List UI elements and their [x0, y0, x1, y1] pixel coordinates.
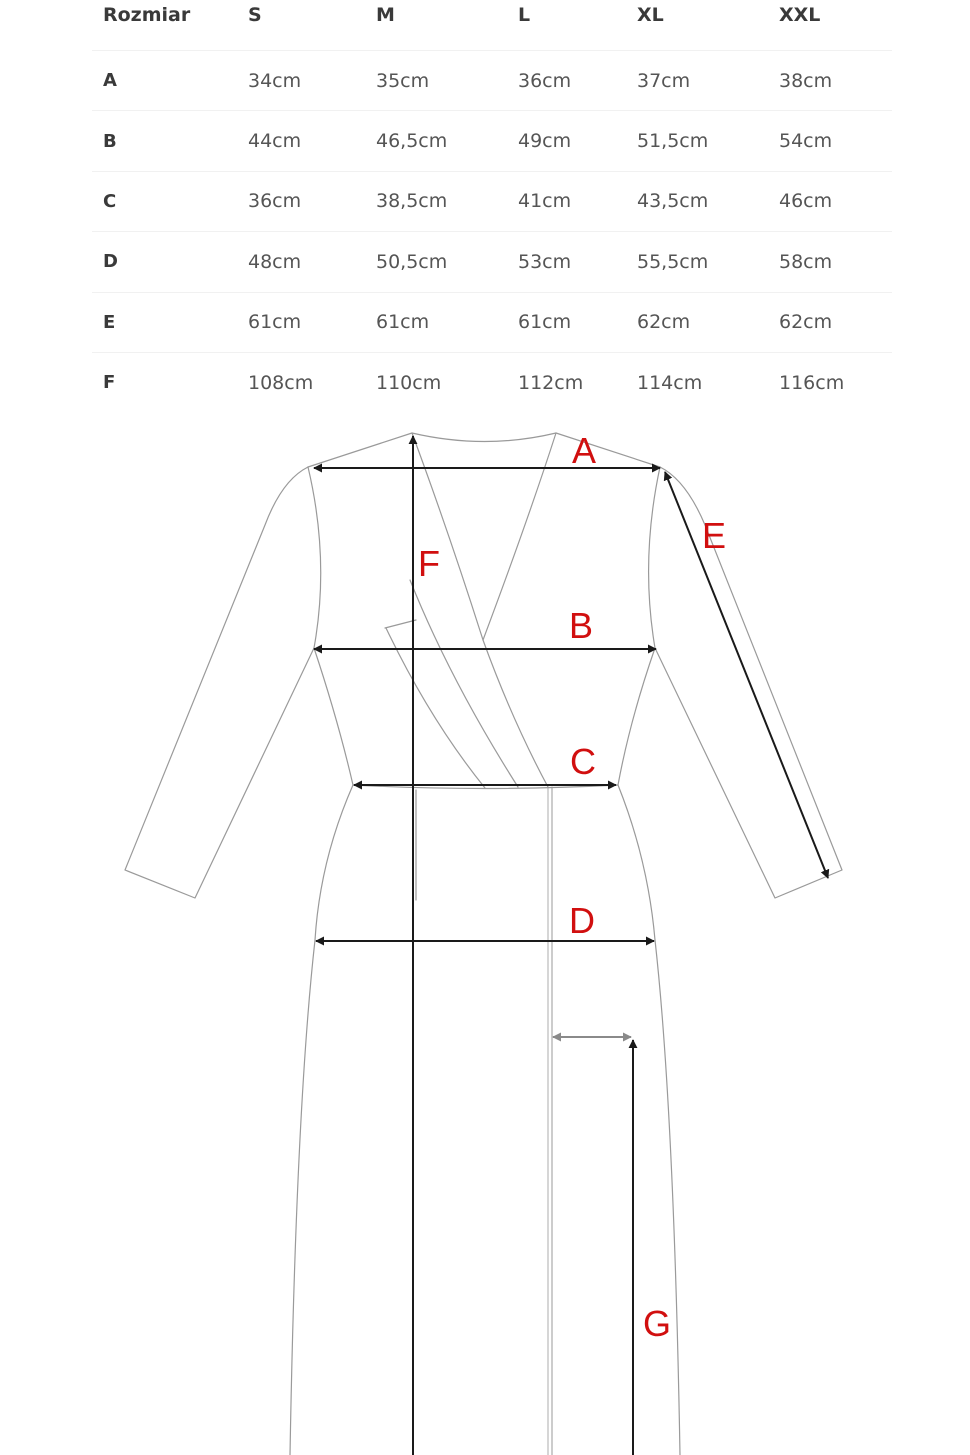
cell-d-xl: 55,5cm [637, 232, 779, 292]
jumpsuit-outline [125, 433, 842, 1455]
cell-d-xxl: 58cm [779, 232, 892, 292]
cell-a-xxl: 38cm [779, 51, 892, 111]
cell-b-m: 46,5cm [376, 111, 518, 171]
table-row [92, 171, 892, 231]
cell-e-s: 61cm [248, 292, 376, 352]
header-size-m: M [376, 0, 518, 51]
row-label-f: F [103, 372, 116, 394]
measurement-arrows [314, 436, 828, 1455]
table-row [92, 292, 892, 352]
table-row [92, 352, 892, 412]
cell-e-l: 61cm [518, 292, 637, 352]
cell-f-xl: 114cm [637, 371, 703, 394]
cell-b-s: 44cm [248, 111, 376, 171]
cell-c-xxl: 46cm [779, 171, 892, 231]
marker-b: B [569, 605, 594, 646]
cell-f-s: 108cm [248, 371, 314, 394]
cell-a-m: 35cm [376, 51, 518, 111]
cell-a-s: 34cm [248, 51, 376, 111]
cell-c-xl: 43,5cm [637, 171, 779, 231]
cell-c-m: 38,5cm [376, 171, 518, 231]
cell-d-m: 50,5cm [376, 232, 518, 292]
marker-d: D [569, 900, 595, 941]
cell-a-l: 36cm [518, 51, 637, 111]
cell-b-l: 49cm [518, 111, 637, 171]
cell-f-m: 110cm [376, 371, 442, 394]
table-row [92, 51, 892, 111]
marker-a: A [572, 430, 597, 471]
table-header-row [92, 0, 892, 51]
header-size-xl: XL [637, 0, 779, 51]
cell-c-l: 41cm [518, 171, 637, 231]
header-size-label: Rozmiar [92, 0, 248, 51]
cell-e-xxl: 62cm [779, 292, 892, 352]
cell-c-s: 36cm [248, 171, 376, 231]
table-row [92, 111, 892, 171]
marker-c: C [570, 741, 596, 782]
row-label-a: A [92, 51, 248, 111]
garment-diagram [0, 405, 970, 1455]
cell-a-xl: 37cm [637, 51, 779, 111]
cell-b-xxl: 54cm [779, 111, 892, 171]
marker-e: E [702, 515, 727, 556]
row-label-b: B [92, 111, 248, 171]
marker-g: G [643, 1303, 672, 1344]
cell-b-xl: 51,5cm [637, 111, 779, 171]
row-label-d: D [92, 232, 248, 292]
header-size-xxl: XXL [779, 0, 892, 51]
cell-f-l: 112cm [518, 371, 584, 394]
cell-d-s: 48cm [248, 232, 376, 292]
cell-f-xxl: 116cm [779, 371, 845, 394]
arrow-e [665, 472, 828, 878]
row-label-c: C [92, 171, 248, 231]
marker-f: F [418, 543, 440, 584]
row-label-e: E [92, 292, 248, 352]
cell-e-m: 61cm [376, 292, 518, 352]
header-size-s: S [248, 0, 376, 51]
cell-e-xl: 62cm [637, 292, 779, 352]
size-table [92, 0, 892, 412]
cell-d-l: 53cm [518, 232, 637, 292]
header-size-l: L [518, 0, 637, 51]
table-row [92, 232, 892, 292]
